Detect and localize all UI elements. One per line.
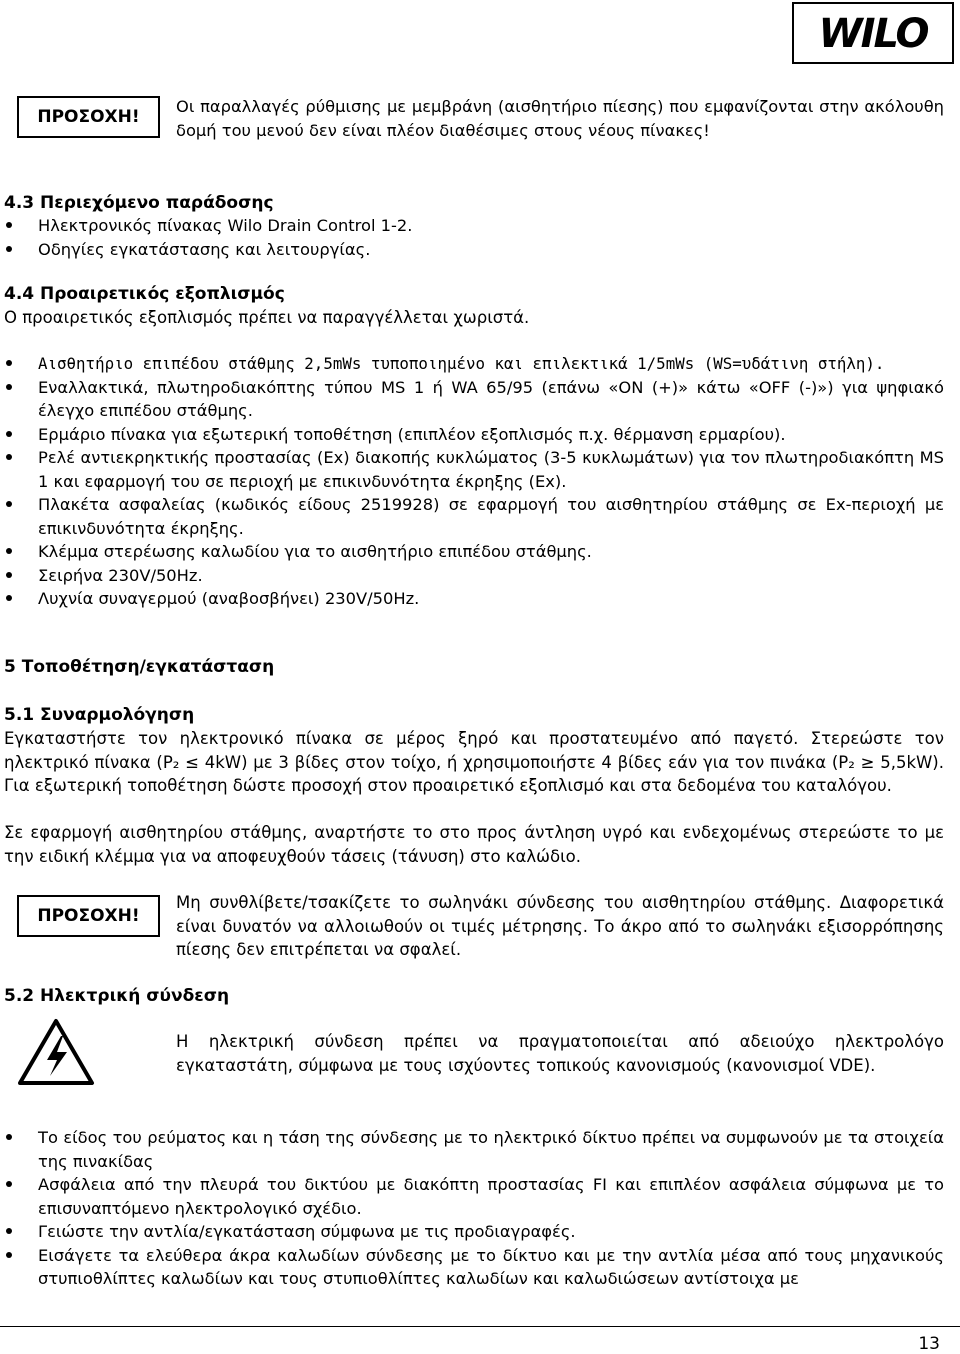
bullet-icon [6, 1181, 12, 1187]
list-item: Οδηγίες εγκατάστασης και λειτουργίας. [4, 238, 944, 262]
electrical-hazard-icon [17, 1018, 95, 1086]
list-item: Λυχνία συναγερμού (αναβοσβήνει) 230V/50Hz. [4, 587, 944, 611]
bullet-icon [6, 548, 12, 554]
footer-divider [0, 1326, 960, 1327]
optional-equipment-list [4, 352, 944, 611]
paragraph-sensor: Σε εφαρμογή αισθητηρίου στάθμης, αναρτήστε το στο προς άντληση υγρό και ενδεχομένως στερεώστε το με την ειδική κλέμμα για να αποφευχθούν τάσεις (τάνυση) στο καλώδιο. [4, 823, 944, 866]
section-intro: Ο προαιρετικός εξοπλισμός πρέπει να παραγγέλλεται χωριστά. [4, 308, 530, 327]
section-heading-4-3: 4.3 Περιεχόμενο παράδοσης [4, 193, 274, 213]
warning-label: ΠΡΟΣΟΧΗ! [37, 906, 140, 926]
wilo-logo [792, 2, 954, 64]
bullet-icon [6, 1252, 12, 1258]
warning-label-box [17, 895, 160, 937]
list-item: Το είδος του ρεύματος και η τάση της σύνδεσης με το ηλεκτρικό δίκτυο πρέπει να συμφωνούν με τα στοιχεία της πινακίδας [4, 1126, 944, 1173]
bullet-icon [6, 222, 12, 228]
bullet-icon [6, 595, 12, 601]
list-item: Ερμάριο πίνακα για εξωτερική τοποθέτηση (επιπλέον εξοπλισμός π.χ. θέρμανση ερμαρίου). [4, 423, 944, 447]
section-heading-4-4: 4.4 Προαιρετικός εξοπλισμός [4, 284, 285, 304]
bullet-icon [6, 384, 12, 390]
warning-label-box [17, 96, 160, 138]
bullet-icon [6, 360, 12, 366]
list-item: Ηλεκτρονικός πίνακας Wilo Drain Control 1-2. [4, 214, 944, 238]
bullet-icon [6, 572, 12, 578]
bullet-icon [6, 431, 12, 437]
electrical-warning-text: Η ηλεκτρική σύνδεση πρέπει να πραγματοποιείται από αδειούχο ηλεκτρολόγο εγκαταστάτη, σύμφωνα με τους ισχύοντες τοπικούς κανονισμούς (κανονισμοί VDE). [176, 1032, 944, 1075]
paragraph-mounting: Εγκαταστήστε τον ηλεκτρονικό πίνακα σε μέρος ξηρό και προστατευμένο από παγετό. Στερεώστε τον ηλεκτρικό πίνακα (P₂ ≤ 4kW) με 3 βίδες στον τοίχο, ή χρησιμοποιήστε 4 βίδες εάν για τον πινάκα (P₂ ≥ 5,5kW). Για εξωτερική τοποθέτηση δώστε προσοχή στον προαιρετικό εξοπλισμό και στα δεδομένα του καταλόγου. [4, 729, 944, 795]
list-item: Σειρήνα 230V/50Hz. [4, 564, 944, 588]
bullet-icon [6, 246, 12, 252]
list-item: Ρελέ αντιεκρηκτικής προστασίας (Ex) διακοπής κυκλώματος (3-5 κυκλωμάτων) για τον πλωτηροδιακόπτη MS 1 και εφαρμογή του σε περιοχή με επικινδυνότητα έκρηξης (Ex). [4, 446, 944, 493]
list-item: Εισάγετε τα ελεύθερα άκρα καλωδίων σύνδεσης με το δίκτυο και με την αντλία μέσα από τους μηχανικούς στυπιοθλίπτες καλωδίων και τους στυπιοθλίπτες καλωδίων και καλωδιώσεων αντίστοιχα με [4, 1244, 944, 1291]
list-item: Αισθητήριο επιπέδου στάθμης 2,5mWs τυποποιημένο και επιλεκτικά 1/5mWs (WS=υδάτινη στήλη). [4, 352, 944, 376]
list-item: Κλέμμα στερέωσης καλωδίου για το αισθητήριο επιπέδου στάθμης. [4, 540, 944, 564]
list-item: Γειώστε την αντλία/εγκατάσταση σύμφωνα με τις προδιαγραφές. [4, 1220, 944, 1244]
warning-label: ΠΡΟΣΟΧΗ! [37, 107, 140, 127]
bullet-icon [6, 454, 12, 460]
warning-text: Οι παραλλαγές ρύθμισης με μεμβράνη (αισθητήριο πίεσης) που εμφανίζονται στην ακόλουθη δομή του μενού δεν είναι πλέον διαθέσιμες στους νέους πίνακες! [176, 97, 944, 140]
list-item: Ασφάλεια από την πλευρά του δικτύου με διακόπτη προστασίας FI και επιπλέον ασφάλεια σύμφωνα με το επισυναπτόμενο ηλεκτρολογικό σχέδιο. [4, 1173, 944, 1220]
bullet-icon [6, 1228, 12, 1234]
page-number: 13 [918, 1334, 940, 1354]
section-heading-5-1: 5.1 Συναρμολόγηση [4, 705, 195, 725]
bullet-icon [6, 1134, 12, 1140]
wilo-logo-icon [803, 13, 943, 53]
electrical-list [4, 1126, 944, 1291]
section-heading-5: 5 Τοποθέτηση/εγκατάσταση [4, 657, 275, 677]
list-item: Πλακέτα ασφαλείας (κωδικός είδους 2519928) σε εφαρμογή του αισθητηρίου στάθμης σε Ex-περιοχή με επικινδυνότητα έκρηξης. [4, 493, 944, 540]
svg-text:WILO: WILO [818, 13, 928, 53]
bullet-icon [6, 501, 12, 507]
warning-text: Μη συνθλίβετε/τσακίζετε το σωληνάκι σύνδεσης του αισθητηρίου στάθμης. Διαφορετικά είναι δυνατόν να αλλοιωθούν οι τιμές μέτρησης. Το άκρο από το σωληνάκι εξισορρόπησης πίεσης δεν επιτρέπεται να σφαλεί. [176, 893, 944, 959]
delivery-list [4, 214, 944, 261]
section-heading-5-2: 5.2 Ηλεκτρική σύνδεση [4, 986, 230, 1006]
list-item: Εναλλακτικά, πλωτηροδιακόπτης τύπου MS 1 ή WA 65/95 (επάνω «ON (+)» κάτω «OFF (-)») για ψηφιακό έλεγχο επιπέδου στάθμης. [4, 376, 944, 423]
